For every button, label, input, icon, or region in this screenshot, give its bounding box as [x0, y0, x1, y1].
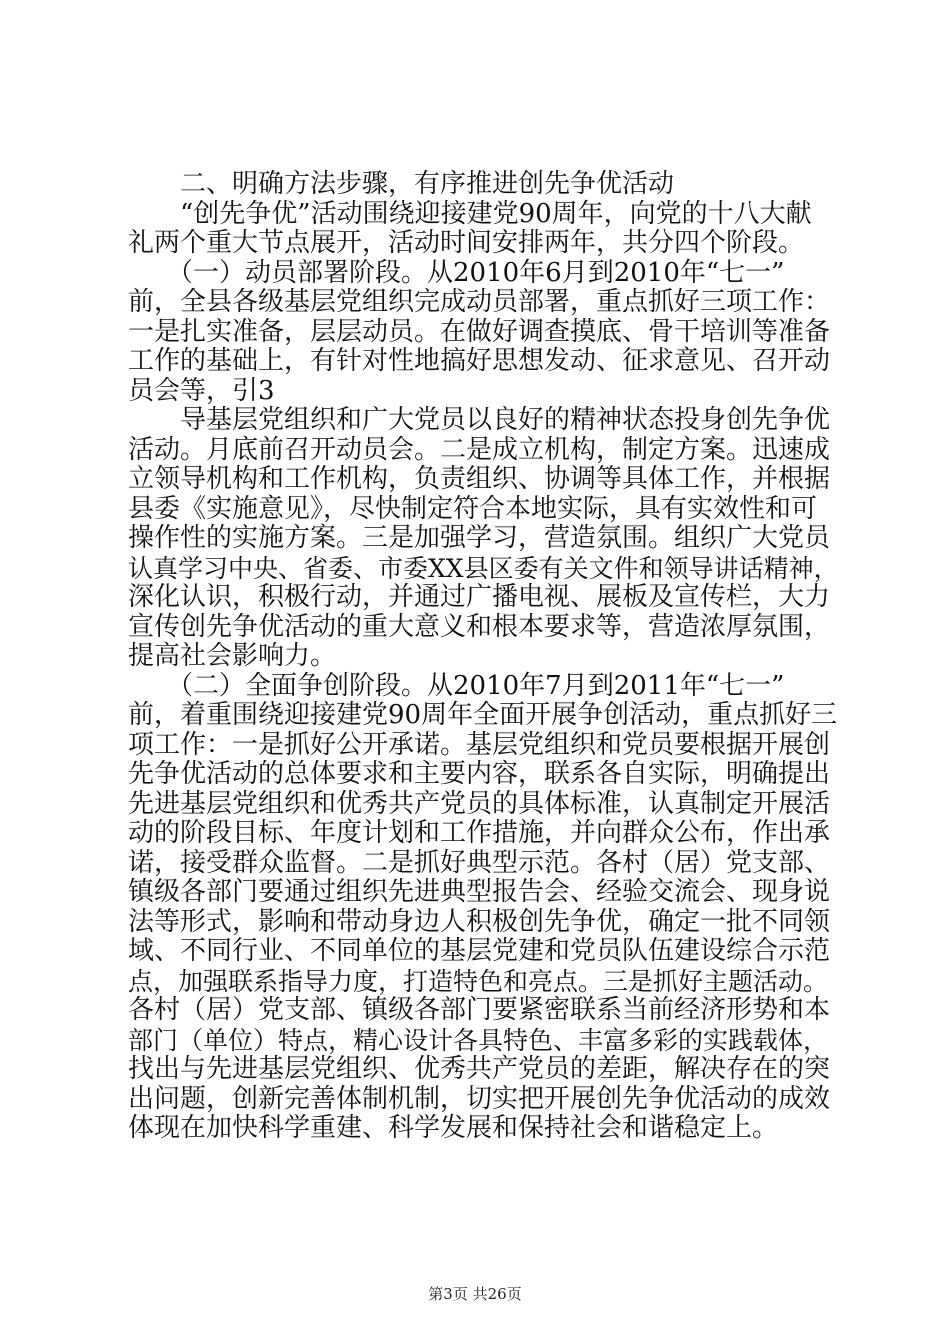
- page-footer: 第3页 共26页: [428, 1285, 522, 1303]
- text-line: 县委《实施意见》，尽快制定符合本地实际，具有实效性和可: [128, 493, 818, 524]
- text-line: 提高社会影响力。: [128, 641, 337, 671]
- text-line: 动的阶段目标、年度计划和工作措施，并向群众公布，作出承: [128, 818, 831, 848]
- text-line: 前，全县各级基层党组织完成动员部署，重点抓好三项工作：: [128, 287, 831, 317]
- text-line: 前，着重围绕迎接建党90周年全面开展争创活动，重点抓好三: [128, 700, 838, 730]
- text-line: 立领导机构和工作机构，负责组织、协调等具体工作，并根据: [128, 464, 831, 494]
- text-line: 体现在加快科学重建、科学发展和保持社会和谐稳定上。: [128, 1113, 779, 1143]
- text-line: 先争优活动的总体要求和主要内容，联系各自实际，明确提出: [128, 759, 831, 789]
- text-line: 深化认识，积极行动，并通过广播电视、展板及宣传栏，大力: [128, 582, 831, 612]
- text-line: 二、明确方法步骤，有序推进创先争优活动: [128, 169, 675, 199]
- text-line: 镇级各部门要通过组织先进典型报告会、经验交流会、现身说: [128, 877, 831, 907]
- text-line: 点，加强联系指导力度，打造特色和亮点。三是抓好主题活动。: [128, 966, 829, 996]
- text-line: 操作性的实施方案。三是加强学习，营造氛围。组织广大党员: [128, 523, 831, 553]
- text-line: 宣传创先争优活动的重大意义和根本要求等，营造浓厚氛围，: [128, 611, 831, 642]
- text-line: 一是扎实准备，层层动员。在做好调查摸底、骨干培训等准备: [128, 316, 831, 347]
- text-line: 域、不同行业、不同单位的基层党建和党员队伍建设综合示范: [128, 936, 831, 966]
- text-line: 员会等，引3: [128, 375, 275, 406]
- document-body: [128, 169, 839, 1144]
- text-line: 导基层党组织和广大党员以良好的精神状态投身创先争优: [128, 405, 831, 435]
- text-line: 法等形式，影响和带动身边人积极创先争优，确定一批不同领: [128, 906, 831, 937]
- text-line: 诺，接受群众监督。二是抓好典型示范。各村（居）党支部、: [128, 847, 831, 878]
- text-line: （一）动员部署阶段。从2010年6月到2010年“七一”: [128, 257, 785, 288]
- text-line: 各村（居）党支部、镇级各部门要紧密联系当前经济形势和本: [128, 995, 831, 1025]
- text-line: 礼两个重大节点展开，活动时间安排两年，共分四个阶段。: [128, 228, 805, 258]
- text-line: （二）全面争创阶段。从2010年7月到2011年“七一”: [128, 670, 785, 701]
- text-line: “创先争优”活动围绕迎接建党90周年，向党的十八大献: [128, 198, 812, 229]
- text-line: 工作的基础上，有针对性地搞好思想发动、征求意见、召开动: [128, 346, 831, 376]
- text-line: 找出与先进基层党组织、优秀共产党员的差距，解决存在的突: [128, 1054, 831, 1084]
- text-line: 出问题，创新完善体制机制，切实把开展创先争优活动的成效: [128, 1083, 831, 1114]
- text-line: 先进基层党组织和优秀共产党员的具体标准，认真制定开展活: [128, 788, 831, 819]
- text-line: 部门（单位）特点，精心设计各具特色、丰富多彩的实践载体，: [128, 1025, 829, 1055]
- text-line: 项工作：一是抓好公开承诺。基层党组织和党员要根据开展创: [128, 729, 831, 760]
- text-line: 活动。月底前召开动员会。二是成立机构，制定方案。迅速成: [128, 434, 831, 465]
- text-line: 认真学习中央、省委、市委XX县区委有关文件和领导讲话精神，: [128, 553, 839, 583]
